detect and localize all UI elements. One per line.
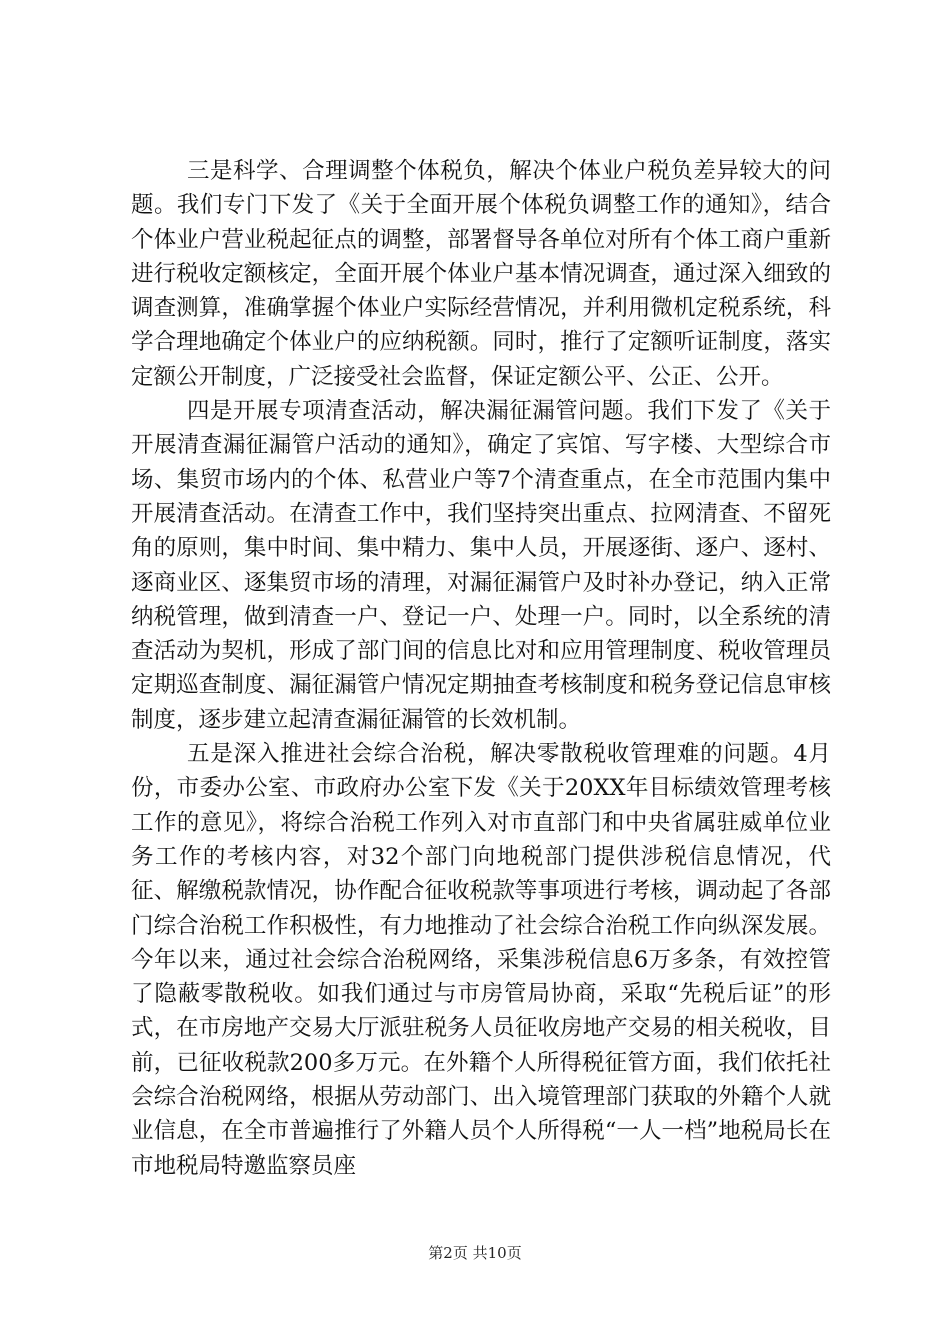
paragraph-5-comprehensive-tax: 五是深入推进社会综合治税，解决零散税收管理难的问题。4月份，市委办公室、市政府办公室下发《关于20XX年目标绩效管理考核工作的意见》，将综合治税工作列入对市直部门和中央省属驻威单位业务工作的考核内容，对32个部门向地税部门提供涉税信息情况，代征、解缴税款情况，协作配合征收税款等事项进行考核，调动起了各部门综合治税工作积极性，有力地推动了社会综合治税工作向纵深发展。今年以来，通过社会综合治税网络，采集涉税信息6万多条，有效控管了隐蔽零散税收。如我们通过与市房管局协商，采取“先税后证”的形式，在市房地产交易大厅派驻税务人员征收房地产交易的相关税收，目前，已征收税款200多万元。在外籍个人所得税征管方面，我们依托社会综合治税网络，根据从劳动部门、出入境管理部门获取的外籍个人就业信息，在全市普遍推行了外籍人员个人所得税“一人一档”地税局长在市地税局特邀监察员座 — [131, 741, 831, 1179]
document-body — [131, 154, 831, 1183]
paragraph-3-tax-burden: 三是科学、合理调整个体税负，解决个体业户税负差异较大的问题。我们专门下发了《关于全面开展个体税负调整工作的通知》，结合个体业户营业税起征点的调整，部署督导各单位对所有个体工商户重新进行税收定额核定，全面开展个体业户基本情况调查，通过深入细致的调查测算，准确掌握个体业户实际经营情况，并利用微机定税系统，科学合理地确定个体业户的应纳税额。同时，推行了定额听证制度，落实定额公开制度，广泛接受社会监督，保证定额公平、公正、公开。 — [131, 158, 831, 390]
paragraph-4-special-inspection: 四是开展专项清查活动，解决漏征漏管问题。我们下发了《关于开展清查漏征漏管户活动的通知》，确定了宾馆、写字楼、大型综合市场、集贸市场内的个体、私营业户等7个清查重点，在全市范围内集中开展清查活动。在清查工作中，我们坚持突出重点、拉网清查、不留死角的原则，集中时间、集中精力、集中人员，开展逐街、逐户、逐村、逐商业区、逐集贸市场的清理，对漏征漏管户及时补办登记，纳入正常纳税管理，做到清查一户、登记一户、处理一户。同时，以全系统的清查活动为契机，形成了部门间的信息比对和应用管理制度、税收管理员定期巡查制度、漏征漏管户情况定期抽查考核制度和税务登记信息审核制度，逐步建立起清查漏征漏管的长效机制。 — [131, 398, 831, 733]
page-footer: 第2页 共10页 — [428, 1244, 522, 1262]
